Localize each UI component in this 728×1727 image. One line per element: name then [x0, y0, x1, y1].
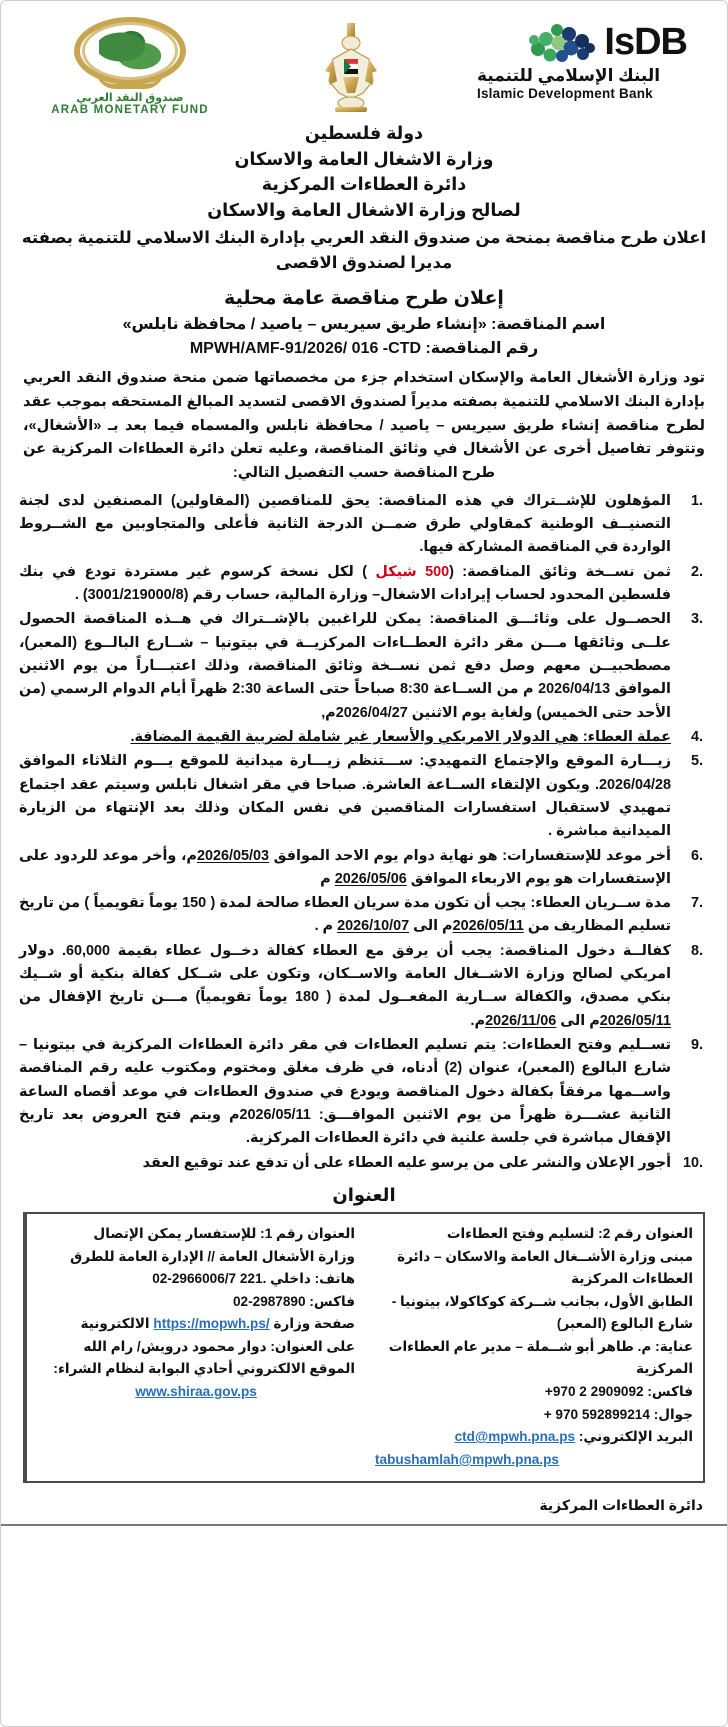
item-text: ثمن نســخة وثائق المناقصة: (500 شيكل ) لكل نسخة كرسوم غير مستردة تودع في بنك فلسطين المحدود لحساب إيرادات الاشغال– وزارة المالية، حساب رقم (3001/219000/8) .: [19, 563, 671, 603]
address-box-2: [365, 1214, 703, 1481]
item-number: 10.: [682, 1154, 703, 1171]
list-item: [19, 892, 705, 939]
item-number: 9.: [690, 1037, 703, 1054]
item-number: 1.: [690, 492, 703, 509]
date-value: 2026/05/11: [599, 1012, 671, 1029]
list-item: [19, 608, 705, 725]
address2-fax-label: فاكس:: [647, 1384, 693, 1400]
ministry-website-link[interactable]: https://mopwh.ps/: [153, 1316, 270, 1332]
list-item: [19, 1034, 705, 1151]
list-item: [19, 750, 705, 843]
item-text: تســليم وفتح العطاءات: يتم تسليم العطاءات في مقر دائرة العطاءات المركزية في بيتونيا – شارع البالوع (المعبر)، عنوان (2) أدناه، في ظرف مغلق ومختوم ومكتوب عليه رقم المناقصة واســمها مرفقاً بكفالة دخول المناقصة ويودع في صندوق العطاءات في موعد أقصاه الساعة الثانية عشـــرة ظهراً من يوم الاثنين الموافـــق: 2026/05/11م ويتم فتح العروض بعد تاريخ الإقفال مباشرة في جلسة علنية في دائرة العطاءات المركزية.: [19, 1037, 671, 1147]
list-item: [19, 940, 705, 1033]
grant-announcement-line: اعلان طرح مناقصة بمنحة من صندوق النقد العربي بإدارة البنك الاسلامي للتنمية بصفته مديرا لصندوق الاقصى: [21, 228, 707, 272]
header-line-1: دولة فلسطين: [304, 123, 424, 143]
page-title: إعلان طرح مناقصة عامة محلية: [224, 288, 504, 310]
header-line-2: وزارة الاشغال العامة والاسكان: [234, 148, 494, 169]
document-header: [1, 121, 727, 361]
item-text: أخر موعد للإستفسارات: هو نهاية دوام يوم الاحد الموافق 2026/05/03م، وأخر موعد للردود على الإستفسارات هو يوم الاربعاء الموافق 2026/05/06 م: [19, 847, 671, 887]
intro-paragraph: تود وزارة الأشغال العامة والإسكان استخدام جزء من مخصصاتها ضمن منحة صندوق النقد العربي بإدارة البنك الاسلامي للتنمية بصفته مديراً لصندوق الاقصى لتسديد المبالغ المستحقه بموجب عقد لطرح مناقصة إنشاء طريق سيريس – ياصيد / محافظة نابلس والمسماه فيما بعد بـ «الأشغال»، وتتوفر تفاصيل أخرى عن الأشغال في وثائق المناقصة، وعليه تعلن دائرة العطاءات المركزية عن طرح المناقصة حسب التفصيل التالي:: [23, 370, 705, 481]
document-price-accent: 500 شيكل: [367, 563, 450, 580]
isdb-acronym: IsDB: [604, 20, 687, 63]
address1-line-2: وزارة الأشغال العامة // الإدارة العامة للطرق: [70, 1248, 355, 1264]
list-item: [19, 561, 705, 608]
arab-monetary-fund-emblem-icon: [66, 15, 194, 89]
amf-english-name: ARAB MONETARY FUND: [51, 104, 209, 116]
address2-mobile-value: + 970 592899214: [543, 1406, 650, 1422]
state-of-palestine-logo: [291, 15, 411, 115]
amf-arabic-name: صندوق النقد العربي: [76, 92, 184, 104]
tender-number: [1, 337, 727, 361]
address1-fax-label: فاكس:: [309, 1293, 355, 1309]
tender-conditions-list: [19, 490, 705, 1176]
item-text: مدة ســريان العطاء: يجب أن تكون مدة سريان العطاء صالحة لمدة ( 150 يوماً تقويمياً ) من تاريخ تسليم المظاريف من 2026/05/11م الى 2026/10/07 م .: [19, 895, 671, 935]
address1-phone-value: 02-2966006/7 داخلي .221: [152, 1271, 311, 1287]
item-text: أجور الإعلان والنشر على من يرسو عليه العطاء على أن تدفع عند توقيع العقد: [142, 1154, 671, 1171]
address2-mobile: [375, 1404, 693, 1427]
address1-site-label: صفحة وزارة: [273, 1316, 355, 1332]
address2-email-label: البريد الإلكتروني:: [578, 1429, 693, 1445]
item-number: 4.: [690, 728, 703, 745]
footer-department: دائرة العطاءات المركزية: [539, 1497, 703, 1514]
list-item: [19, 845, 705, 892]
footer-divider: [1, 1524, 727, 1526]
tender-number-value: MPWH/AMF-91/2026/ 016 -CTD: [189, 340, 421, 358]
address2-mobile-label: جوال:: [653, 1406, 693, 1422]
list-item: [19, 1152, 705, 1175]
item-text: المؤهلون للإشــتراك في هذه المناقصة: يحق للمناقصين (المقاولين) المصنفين لدى لجنة التصنيــف الوطنية كمقاولي طرق ضمــن الدرجة الثانية فأعلى والمتجاوبين مع الشــروط الواردة في المناقصة المشاركة فيها.: [19, 492, 671, 556]
date-value: 2026/05/06: [334, 870, 407, 887]
item-number: 7.: [690, 895, 703, 912]
item-text: كفالــة دخول المناقصة: يجب أن يرفق مع العطاء كفالة دخــول عطاء بقيمة 60,000. دولار امريكي لصالح وزارة الاشــغال العامة والاســكان، وتكون على شــكل كفالة بنكية أو شــيك بنكي مصدق، والكفالة ســارية المفعــول لمدة ( 180 يوماً تقويمياً) مـــن تاريخ الإقفال من 2026/05/11م الى 2026/11/06م.: [19, 942, 671, 1029]
isdb-arabic-name: البنك الإسلامي للتنمية: [477, 66, 661, 85]
address2-line-2: مبنى وزارة الأشــغال العامة والاسكان – دائرة العطاءات المركزية: [397, 1248, 693, 1287]
item-number: 3.: [690, 611, 703, 628]
address2-fax-value: +970 2 2909092: [544, 1384, 644, 1400]
list-item: [19, 490, 705, 560]
procurement-portal-link[interactable]: www.shiraa.gov.ps: [135, 1384, 257, 1400]
address2-line-3: الطابق الأول، بجانب شــركة كوكاكولا، بيتونيا - شارع البالوع (المعبر): [391, 1293, 693, 1332]
tender-name: اسم المناقصة: «إنشاء طريق سيريس – ياصيد / محافظة نابلس»: [122, 316, 606, 334]
address2-line-4: عناية: م. طاهر أبو شــملة – مدير عام العطاءات المركزية: [388, 1338, 693, 1377]
address2-fax: [375, 1381, 693, 1404]
address2-line-1: العنوان رقم 2: لتسليم وفتح العطاءات: [446, 1226, 693, 1242]
address1-site-label2: الالكترونية: [80, 1316, 150, 1332]
address1-phone: [37, 1268, 355, 1291]
palestine-eagle-emblem-icon: [319, 19, 383, 115]
date-value: 2026/05/03: [196, 847, 269, 864]
item-number: 5.: [690, 753, 703, 770]
arab-monetary-fund-logo: [35, 15, 225, 116]
address1-website: [37, 1313, 355, 1336]
address2-email: [375, 1426, 693, 1449]
date-value: 2026/05/11: [452, 918, 524, 935]
header-line-3: دائرة العطاءات المركزية: [261, 174, 467, 195]
isdb-logo: [477, 15, 687, 101]
address-box-1: [25, 1214, 365, 1481]
email-link-tabushamlah[interactable]: tabushamlah@mpwh.pna.ps: [375, 1451, 559, 1467]
tender-number-label: رقم المناقصة:: [425, 340, 539, 358]
isdb-english-name: Islamic Development Bank: [477, 86, 653, 101]
address1-phone-label: هاتف:: [314, 1271, 355, 1287]
address1-line-1: العنوان رقم 1: للإستفسار يمكن الإتصال: [93, 1226, 355, 1242]
item-text: عملة العطاء: هي الدولار الامريكي والأسعار غير شاملة لضريبة القيمة المضافة.: [130, 728, 671, 745]
list-item: [19, 726, 705, 749]
address1-location: على العنوان: دوار محمود درويش/ رام الله: [83, 1338, 355, 1354]
address1-fax-value: 02-2987890: [232, 1293, 306, 1309]
isdb-dome-emblem-icon: [526, 19, 596, 65]
item-number: 8.: [690, 942, 703, 959]
date-value: 2026/11/06: [485, 1012, 557, 1029]
address-section-title: العنوان: [332, 1185, 396, 1206]
address1-fax: [37, 1291, 355, 1314]
email-link-ctd[interactable]: ctd@mpwh.pna.ps: [454, 1429, 576, 1445]
header-line-4: لصالح وزارة الاشغال العامة والاسكان: [207, 200, 521, 221]
date-value: 2026/10/07: [337, 918, 410, 935]
address-boxes: [23, 1212, 705, 1483]
address1-portal-label: الموقع الالكتروني أحادي البوابة لنظام الشراء:: [53, 1361, 355, 1377]
logo-bar: [1, 1, 727, 119]
item-text: زيـــارة الموقع والإجتماع التمهيدي: ســـتنظم زيـــارة ميدانية للموقع يـــوم الثلاثاء الموافق 2026/04/28. ويكون الإلتقاء الســاعة العاشرة. صباحا في مقر اشغال نابلس وسيتم عقد اجتماع تمهيدي لاستقبال استفسارات المناقصين في نفس المكان وذلك بعد الإنتهاء من الزيارة الميدانية مباشرة .: [19, 753, 671, 840]
item-number: 2.: [690, 563, 703, 580]
item-text: الحصــول على وثائـــق المناقصة: يمكن للراغبين بالإشــتراك في هــذه المناقصة الحصول علــى وثائقها مـــن مقر دائرة العطــاءات المركزيــة في بيتونيا – شــارع البالــوع (المعبر)، مصطحبيــن معهم وصل دفع ثمن نســخة وثائق المناقصة، وذلك اعتبـــاراً من يوم الاثنين الموافق 2026/04/13 م من الســاعة 8:30 صباحاً حتى الساعة 2:30 ظهراً أيام الدوام الرسمي (من الأحد حتى الخميس) ولغاية يوم الاثنين 2026/04/27م,: [19, 611, 671, 721]
item-number: 6.: [690, 847, 703, 864]
